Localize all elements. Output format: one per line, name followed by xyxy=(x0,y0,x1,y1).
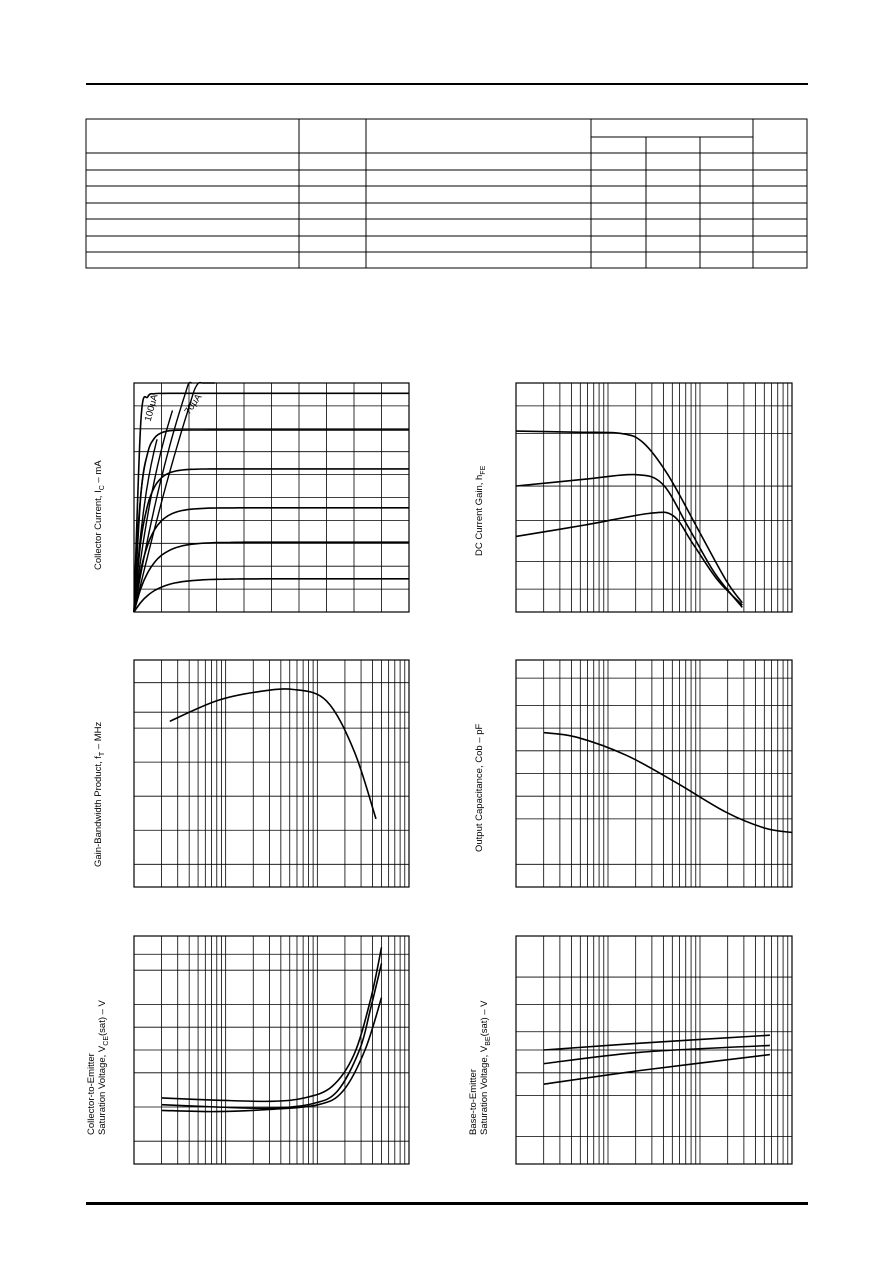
chart-cob-vcb xyxy=(516,660,792,887)
chart-ic-vce-ylabel: Collector Current, $I_C$ – mA xyxy=(93,460,106,570)
chart-hfe-ic xyxy=(516,383,792,612)
curve-label-70ua: 70μA xyxy=(182,392,205,417)
chart-vcesat-ylabel: Collector-to-Emitter Saturation Voltage, $V_{CE}(sat)$ – V xyxy=(86,1000,110,1135)
chart-vcesat-ic xyxy=(134,936,409,1164)
chart-ft-ic xyxy=(134,660,409,887)
series-line xyxy=(516,512,742,605)
chart-vbesat-ylabel: Base-to-Emitter Saturation Voltage, $V_{BE}(sat)$ – V xyxy=(468,1000,492,1135)
chart-grid xyxy=(134,660,409,887)
series-line xyxy=(516,474,742,607)
chart-grid xyxy=(516,936,792,1164)
series-line xyxy=(544,733,792,833)
series-line xyxy=(162,998,382,1112)
curve-label-100ua: 100μA xyxy=(142,393,161,423)
chart-cob-vcb-ylabel: Output Capacitance, Cob – pF xyxy=(474,723,485,852)
chart-grid xyxy=(134,383,409,612)
chart-ft-ic-ylabel: Gain-Bandwidth Product, $f_T$ – MHz xyxy=(93,721,106,867)
chart-grid xyxy=(516,383,792,612)
chart-hfe-ic-ylabel: DC Current Gain, $h_{FE}$ xyxy=(474,465,487,556)
chart-grid xyxy=(516,660,792,887)
chart-frame xyxy=(134,660,409,887)
chart-ic-vce xyxy=(134,382,409,612)
chart-frame xyxy=(516,383,792,612)
chart-grid xyxy=(134,936,409,1164)
chart-vbesat-ic xyxy=(516,936,792,1164)
series-line xyxy=(162,963,382,1108)
